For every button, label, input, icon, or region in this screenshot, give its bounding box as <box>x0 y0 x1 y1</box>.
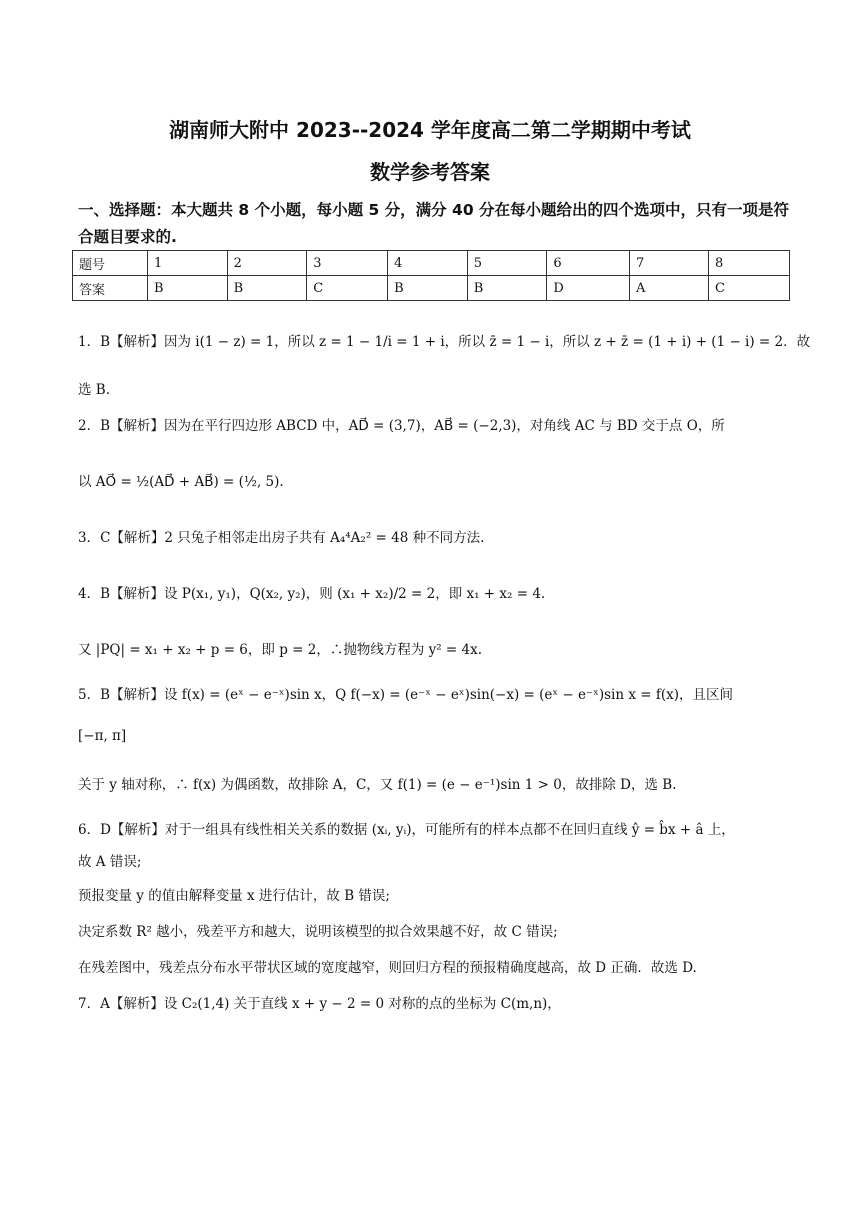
solution-line: 2．B【解析】因为在平行四边形 ABCD 中，AD⃗ = (3,7)，AB⃗ = (−2,3)，对角线 AC 与 BD 交于点 O，所 <box>78 418 725 434</box>
table-row <box>73 276 790 301</box>
section-heading: 一、选择题：本大题共 8 个小题，每小题 5 分，满分 40 分在每小题给出的四个选项中，只有一项是符合题目要求的. <box>78 201 790 246</box>
solution-line: 以 AO⃗ = ½(AD⃗ + AB⃗) = (½, 5). <box>78 474 284 490</box>
question-number: 5 <box>467 251 547 276</box>
solution-line: 7．A【解析】设 C₂(1,4) 关于直线 x + y − 2 = 0 对称的点的坐标为 C(m,n)， <box>78 996 561 1012</box>
solution-line: 又 |PQ| = x₁ + x₂ + p = 6，即 p = 2，∴抛物线方程为 y² = 4x. <box>78 642 483 658</box>
answer-cell: B <box>467 276 547 301</box>
question-number: 1 <box>148 251 228 276</box>
solution-line: 选 B. <box>78 382 111 398</box>
document-title: 湖南师大附中 2023--2024 学年度高二第二学期期中考试 <box>169 118 691 142</box>
question-number: 4 <box>388 251 468 276</box>
solution-line: 5．B【解析】设 f(x) = (eˣ − e⁻ˣ)sin x，Q f(−x) = (e⁻ˣ − eˣ)sin(−x) = (eˣ − e⁻ˣ)sin x = f(x)，且区间 <box>78 687 733 703</box>
question-number: 7 <box>630 251 709 276</box>
answer-table <box>72 250 790 301</box>
question-number: 8 <box>709 251 790 276</box>
row-label: 题号 <box>73 251 148 276</box>
solution-line: 3．C【解析】2 只兔子相邻走出房子共有 A₄⁴A₂² = 48 种不同方法. <box>78 530 485 546</box>
solution-line: 在残差图中，残差点分布水平带状区域的宽度越窄，则回归方程的预报精确度越高，故 D 正确．故选 D. <box>78 960 697 976</box>
answer-cell: C <box>307 276 388 301</box>
solution-line: [−π, π] <box>78 728 127 744</box>
answer-cell: B <box>148 276 228 301</box>
solution-line: 决定系数 R² 越小，残差平方和越大，说明该模型的拟合效果越不好，故 C 错误; <box>78 924 558 940</box>
question-number: 6 <box>547 251 630 276</box>
solution-line: 关于 y 轴对称，∴ f(x) 为偶函数，故排除 A，C，又 f(1) = (e − e⁻¹)sin 1 > 0，故排除 D，选 B. <box>78 777 677 793</box>
solution-line: 1．B【解析】因为 i(1 − z) = 1，所以 z = 1 − 1/i = 1 + i，所以 z̄ = 1 − i，所以 z + z̄ = (1 + i) + (1 − i) = 2．故 <box>78 334 811 350</box>
solution-line: 预报变量 y 的值由解释变量 x 进行估计，故 B 错误; <box>78 888 390 904</box>
question-number: 3 <box>307 251 388 276</box>
answer-cell: B <box>227 276 307 301</box>
answer-cell: A <box>630 276 709 301</box>
solution-line: 故 A 错误; <box>78 854 142 870</box>
document-subtitle: 数学参考答案 <box>370 160 490 184</box>
solution-line: 6．D【解析】对于一组具有线性相关关系的数据 (xᵢ, yᵢ)，可能所有的样本点都不在回归直线 ŷ = b̂x + â 上， <box>78 822 735 838</box>
solution-line: 4．B【解析】设 P(x₁, y₁)，Q(x₂, y₂)，则 (x₁ + x₂)/2 = 2，即 x₁ + x₂ = 4. <box>78 586 546 602</box>
answer-cell: B <box>388 276 468 301</box>
answer-cell: D <box>547 276 630 301</box>
answer-cell: C <box>709 276 790 301</box>
row-label: 答案 <box>73 276 148 301</box>
question-number: 2 <box>227 251 307 276</box>
table-row <box>73 251 790 276</box>
